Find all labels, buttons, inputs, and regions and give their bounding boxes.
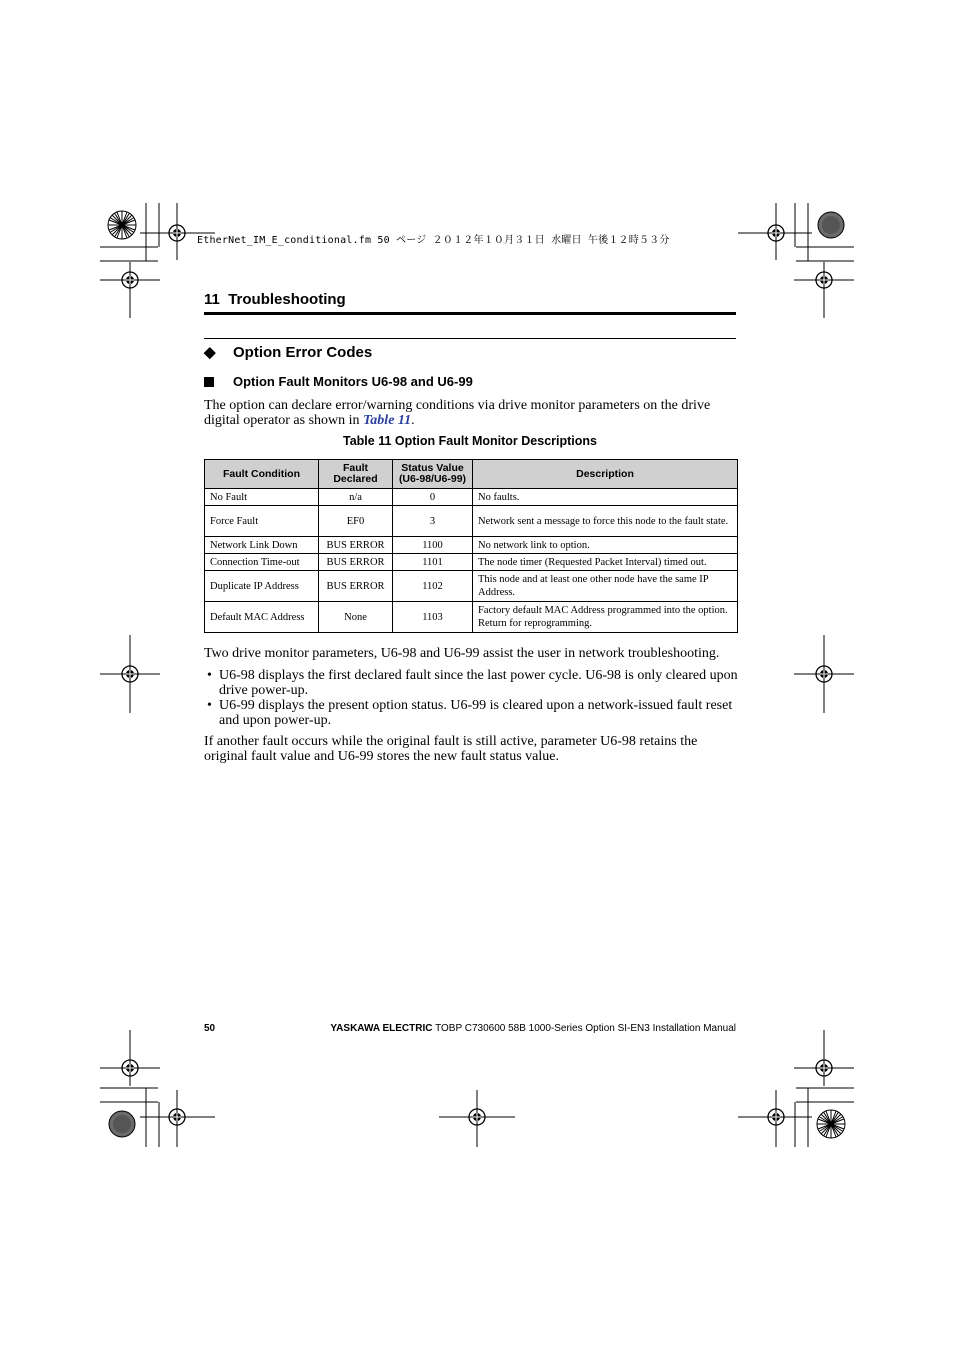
section-rule — [204, 338, 736, 339]
table-cell: n/a — [319, 489, 393, 506]
table-reference-link[interactable]: Table 11 — [363, 413, 412, 428]
table-cell: 1102 — [393, 571, 473, 602]
column-header: Fault Declared — [319, 460, 393, 489]
monitor-bullet-list — [204, 668, 739, 728]
column-header: Description — [473, 460, 738, 489]
table-cell: Factory default MAC Address programmed into the option. Return for reprogramming. — [473, 602, 738, 633]
table-cell: 3 — [393, 506, 473, 537]
table-cell: This node and at least one other node have the same IP Address. — [473, 571, 738, 602]
chapter-rule — [204, 312, 736, 315]
table-cell: BUS ERROR — [319, 537, 393, 554]
footer-brand: YASKAWA ELECTRIC — [330, 1023, 433, 1034]
column-header: Status Value (U6-98/U6-99) — [393, 460, 473, 489]
table-cell: Default MAC Address — [205, 602, 319, 633]
table-row — [205, 602, 738, 633]
chapter-title: Troubleshooting — [228, 291, 346, 308]
chapter-number: 11 — [204, 291, 220, 308]
table-cell: Duplicate IP Address — [205, 571, 319, 602]
table-cell: Network sent a message to force this node to the fault state. — [473, 506, 738, 537]
list-item: • U6-99 displays the present option status. U6-99 is cleared upon a network-issued fault reset and upon power-up. — [207, 698, 733, 728]
table-cell: No Fault — [205, 489, 319, 506]
footer-doc-title — [330, 1023, 736, 1034]
list-item: • U6-98 displays the first declared fault since the last power cycle. U6-98 is only cleared upon drive power-up. — [207, 668, 738, 698]
table-row — [205, 571, 738, 602]
retain-paragraph: If another fault occurs while the original fault is still active, parameter U6-98 retains the original fault value and U6-99 stores the new fault status value. — [204, 734, 698, 764]
footer-doc: TOBP C730600 58B 1000-Series Option SI-EN3 Installation Manual — [432, 1023, 736, 1034]
intro-paragraph: The option can declare error/warning conditions via drive monitor parameters on the drive digital operator as shown in Table 11. — [204, 398, 711, 428]
print-slug: EtherNet_IM_E_conditional.fm 50 ページ ２０１２年１０月３１日 水曜日 午後１２時５３分 — [197, 235, 670, 246]
chapter-heading — [204, 291, 346, 308]
column-header: Fault Condition — [205, 460, 319, 489]
table-cell: Force Fault — [205, 506, 319, 537]
table-header-row — [205, 460, 738, 489]
color-target-icon — [818, 212, 844, 238]
table-cell: BUS ERROR — [319, 554, 393, 571]
table-cell: The node timer (Requested Packet Interval) timed out. — [473, 554, 738, 571]
table-cell: None — [319, 602, 393, 633]
table-cell: No faults. — [473, 489, 738, 506]
bullet-icon: • — [207, 668, 212, 683]
table-cell: EF0 — [319, 506, 393, 537]
monitor-paragraph: Two drive monitor parameters, U6-98 and U6-99 assist the user in network troubleshooting. — [204, 646, 720, 661]
page-number: 50 — [204, 1023, 216, 1034]
table-cell: Network Link Down — [205, 537, 319, 554]
square-bullet-icon — [204, 377, 214, 387]
bullet-icon: • — [207, 698, 212, 713]
diamond-bullet-icon: ◆ — [204, 344, 216, 361]
color-target-icon — [108, 211, 136, 239]
table-cell: 1100 — [393, 537, 473, 554]
color-target-icon — [817, 1110, 845, 1138]
section-heading — [204, 343, 372, 361]
subsection-title: Option Fault Monitors U6-98 and U6-99 — [233, 374, 473, 389]
table-cell: 1103 — [393, 602, 473, 633]
table-row — [205, 537, 738, 554]
table-caption: Table 11 Option Fault Monitor Descriptions — [343, 434, 597, 448]
fault-monitor-table — [204, 459, 738, 633]
color-target-icon — [109, 1111, 135, 1137]
table-cell: Connection Time-out — [205, 554, 319, 571]
table-row — [205, 489, 738, 506]
table-cell: 1101 — [393, 554, 473, 571]
table-cell: 0 — [393, 489, 473, 506]
section-title: Option Error Codes — [233, 343, 373, 361]
table-cell: No network link to option. — [473, 537, 738, 554]
table-cell: BUS ERROR — [319, 571, 393, 602]
table-row — [205, 554, 738, 571]
subsection-heading — [204, 374, 473, 389]
table-row — [205, 506, 738, 537]
